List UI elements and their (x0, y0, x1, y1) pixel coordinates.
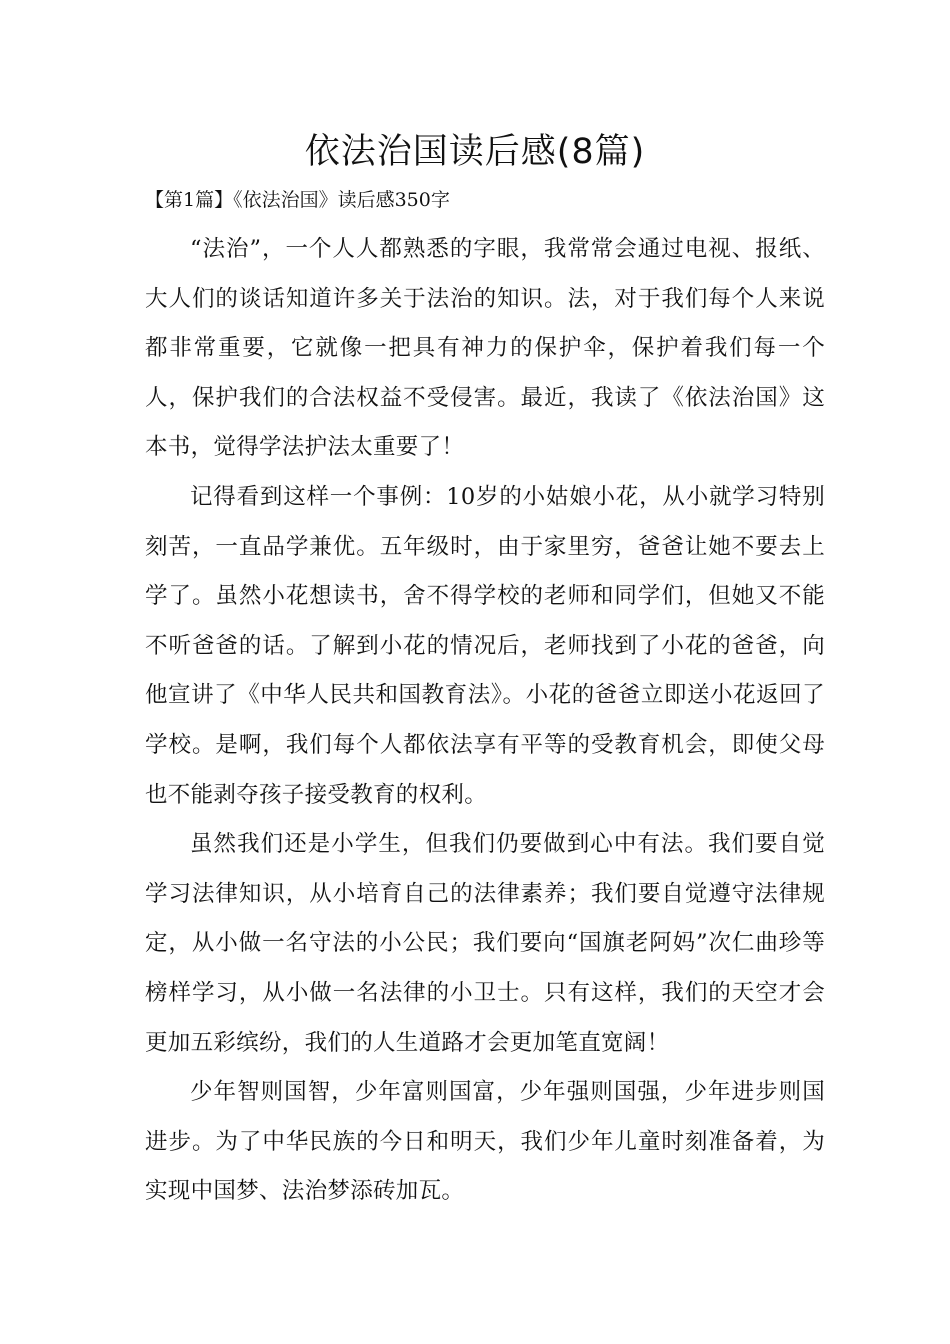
paragraph: 记得看到这样一个事例：10岁的小姑娘小花，从小就学习特别刻苦，一直品学兼优。五年级时，由于家里穷，爸爸让她不要去上学了。虽然小花想读书，舍不得学校的老师和同学们，但她又不能不听爸爸的话。了解到小花的情况后，老师找到了小花的爸爸，向他宣讲了《中华人民共和国教育法》。小花的爸爸立即送小花返回了学校。是啊，我们每个人都依法享有平等的受教育机会，即使父母也不能剥夺孩子接受教育的权利。 (145, 483, 825, 808)
article-body (145, 225, 825, 1217)
document-title: 依法治国读后感(8篇) (304, 132, 646, 172)
paragraph: 虽然我们还是小学生，但我们仍要做到心中有法。我们要自觉学习法律知识，从小培育自己的法律素养；我们要自觉遵守法律规定，从小做一名守法的小公民；我们要向“国旗老阿妈”次仁曲珍等榜样学习，从小做一名法律的小卫士。只有这样，我们的天空才会更加五彩缤纷，我们的人生道路才会更加笔直宽阔！ (145, 831, 825, 1056)
article-heading: 【第1篇】《依法治国》读后感350字 (145, 189, 450, 211)
paragraph: 少年智则国智，少年富则国富，少年强则国强，少年进步则国进步。为了中华民族的今日和明天，我们少年儿童时刻准备着，为实现中国梦、法治梦添砖加瓦。 (145, 1079, 825, 1205)
paragraph: “法治”，一个人人都熟悉的字眼，我常常会通过电视、报纸、大人们的谈话知道许多关于法治的知识。法，对于我们每个人来说都非常重要，它就像一把具有神力的保护伞，保护着我们每一个人，保护我们的合法权益不受侵害。最近，我读了《依法治国》这本书，觉得学法护法太重要了！ (145, 236, 825, 461)
